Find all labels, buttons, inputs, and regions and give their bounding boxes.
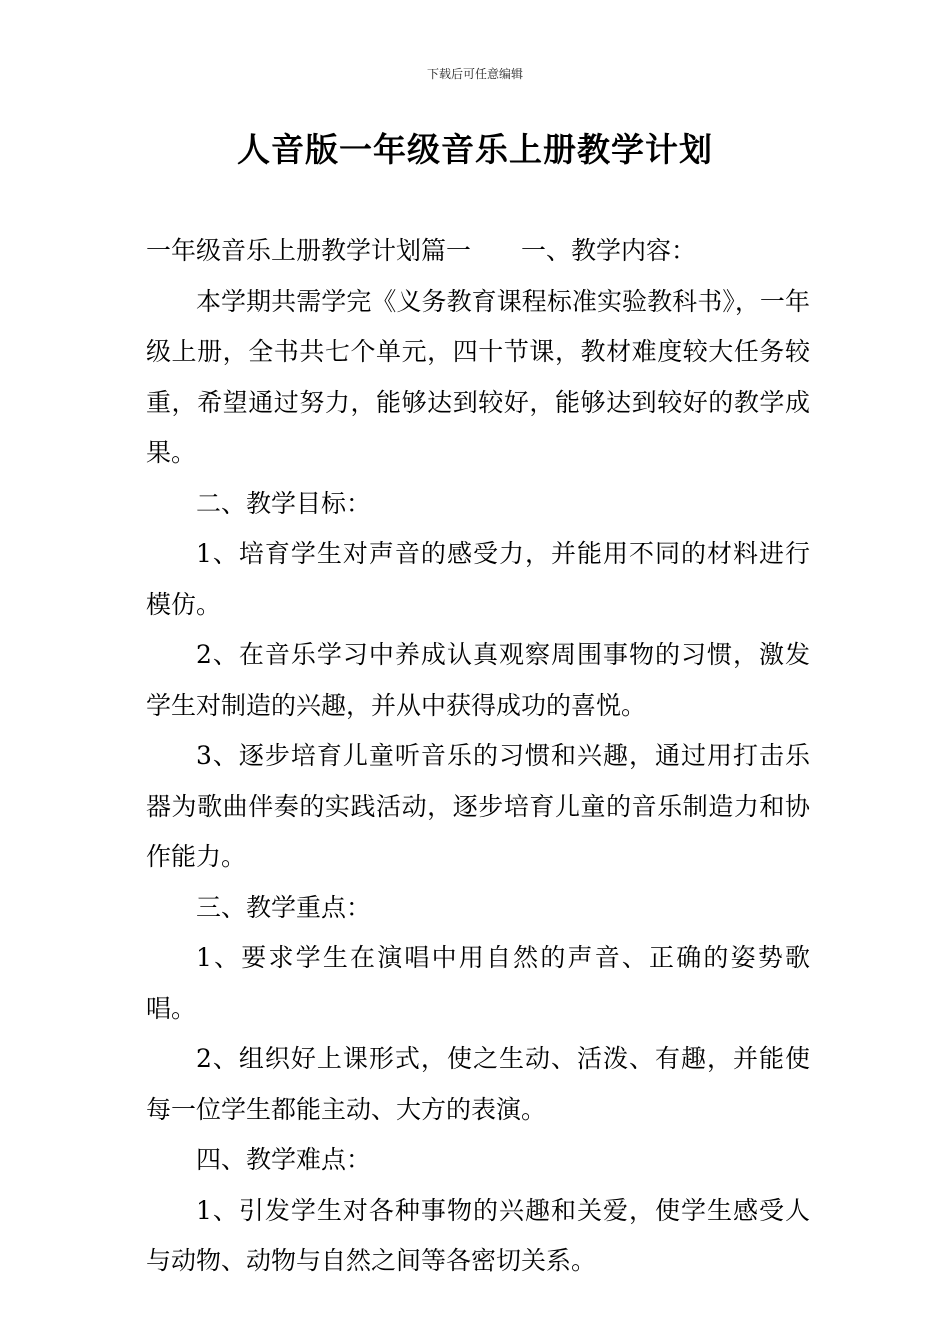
heading-difficulties: 四、教学难点：: [196, 1145, 372, 1174]
intro-line: [146, 226, 810, 277]
key-point-item-1: 1、要求学生在演唱中用自然的声音、正确的姿势歌唱。: [146, 943, 810, 1023]
paragraph-content: 本学期共需学完《义务教育课程标准实验教科书》，一年级上册，全书共七个单元，四十节课，教材难度较大任务较重，希望通过努力，能够达到较好，能够达到较好的教学成果。: [146, 286, 810, 467]
heading-goals: 二、教学目标：: [196, 488, 372, 518]
heading-key-points: 三、教学重点：: [196, 892, 372, 922]
goal-item-2: 2、在音乐学习中养成认真观察周围事物的习惯，激发学生对制造的兴趣，并从中获得成功的喜悦。: [146, 640, 810, 720]
intro-part-a: 一年级音乐上册教学计划篇一: [146, 236, 472, 265]
page-title: 人音版一年级音乐上册教学计划: [237, 130, 713, 169]
intro-part-b: 一、教学内容：: [521, 236, 697, 265]
goal-item-3: 3、逐步培育儿童听音乐的习惯和兴趣，通过用打击乐器为歌曲伴奏的实践活动，逐步培育儿童的音乐制造力和协作能力。: [146, 741, 810, 871]
key-point-item-2: 2、组织好上课形式，使之生动、活泼、有趣，并能使每一位学生都能主动、大方的表演。: [146, 1044, 810, 1124]
difficulty-item-1: 1、引发学生对各种事物的兴趣和关爱，使学生感受人与动物、动物与自然之间等各密切关系。: [146, 1195, 810, 1275]
document-body: [146, 226, 810, 1287]
goal-item-1: 1、培育学生对声音的感受力，并能用不同的材料进行模仿。: [146, 539, 810, 619]
header-note: 下载后可任意编辑: [426, 67, 523, 81]
